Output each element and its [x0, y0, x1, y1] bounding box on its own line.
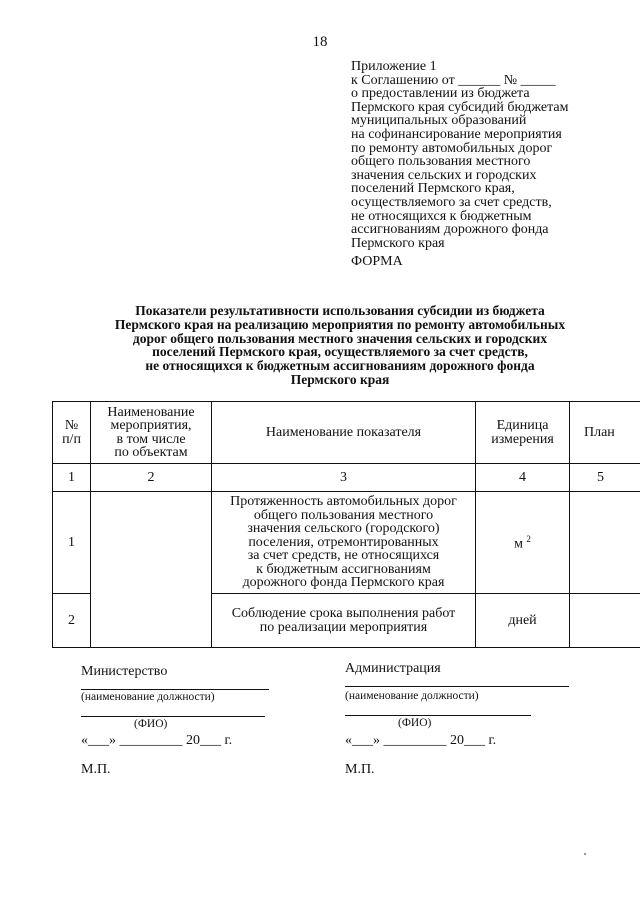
header-indicator: Наименование показателя [212, 402, 476, 464]
appendix-line: муниципальных образований [351, 113, 527, 129]
row-num: 1 [53, 492, 91, 594]
fio-caption: (ФИО) [134, 718, 168, 730]
appendix-line: о предоставлении из бюджета [351, 86, 530, 102]
date-line: «___» _________ 20___ г. [345, 733, 497, 748]
appendix-line: не относящихся к бюджетным [351, 208, 532, 224]
indicator-cell: Протяженность автомобильных дорог общего пользования местного значения сельского (городского) поселения, отремонтированных за счет средств, не относящихся к бюджетным ассигнованиям дорожного фонда Пермского края [212, 492, 476, 594]
unit-cell: м $^2$ [476, 492, 570, 594]
stamp-label: М.П. [81, 762, 111, 777]
title-line: Пермского края на реализацию мероприятия по ремонту автомобильных [114, 316, 566, 332]
page-number: 18 [312, 34, 328, 50]
table-row [53, 492, 640, 594]
plan-cell [570, 492, 640, 594]
appendix-header [351, 60, 631, 250]
plan-cell [570, 594, 640, 648]
header-event: Наименование мероприятия, в том числе по объектам [91, 402, 212, 464]
column-number: 5 [570, 464, 640, 492]
fio-caption: (ФИО) [398, 717, 432, 729]
appendix-line: на софинансирование мероприятия [351, 126, 562, 142]
column-number-row [53, 464, 640, 492]
column-number: 3 [212, 464, 476, 492]
indicators-table [52, 401, 640, 648]
header-num: № п/п [53, 402, 91, 464]
position-caption: (наименование должности) [81, 691, 215, 703]
position-caption: (наименование должности) [345, 690, 479, 702]
scan-speck [584, 853, 586, 855]
title-line: Пермского края [290, 371, 390, 387]
appendix-line: значения сельских и городских [351, 167, 537, 183]
indicator-cell: Соблюдение срока выполнения работ по реализации мероприятия [212, 594, 476, 648]
column-number: 2 [91, 464, 212, 492]
position-line [81, 689, 269, 690]
appendix-line: осуществляемого за счет средств, [351, 194, 552, 210]
column-number: 4 [476, 464, 570, 492]
appendix-line: общего пользования местного [351, 154, 531, 170]
appendix-line: ассигнованиям дорожного фонда [351, 222, 549, 238]
unit-cell: дней [476, 594, 570, 648]
fio-line [81, 716, 265, 717]
administration-label: Администрация [345, 661, 441, 676]
stamp-label: М.П. [345, 762, 375, 777]
position-line [345, 686, 569, 687]
title-line: дорог общего пользования местного значения сельских и городских [132, 330, 548, 346]
header-plan: План [570, 402, 640, 464]
date-line: «___» _________ 20___ г. [81, 733, 233, 748]
form-label: ФОРМА [351, 254, 403, 269]
appendix-line: поселений Пермского края, [351, 181, 515, 197]
header-unit: Единица измерения [476, 402, 570, 464]
appendix-line: Пермского края субсидий бюджетам [351, 99, 569, 115]
row-num: 2 [53, 594, 91, 648]
ministry-label: Министерство [81, 664, 168, 679]
appendix-line: по ремонту автомобильных дорог [351, 140, 553, 156]
appendix-line: Приложение 1 [351, 59, 437, 74]
appendix-line: Пермского края [351, 235, 445, 251]
column-number: 1 [53, 464, 91, 492]
title-line: поселений Пермского края, осуществляемого за счет средств, [152, 344, 528, 360]
document-title [60, 304, 620, 387]
title-line: Показатели результативности использования субсидии из бюджета [135, 303, 545, 318]
event-cell [91, 492, 212, 648]
title-line: не относящихся к бюджетным ассигнованиям дорожного фонда [145, 358, 535, 374]
appendix-line: к Соглашению от ______ № _____ [351, 72, 556, 88]
table-header-row [53, 402, 640, 464]
fio-line [345, 715, 531, 716]
